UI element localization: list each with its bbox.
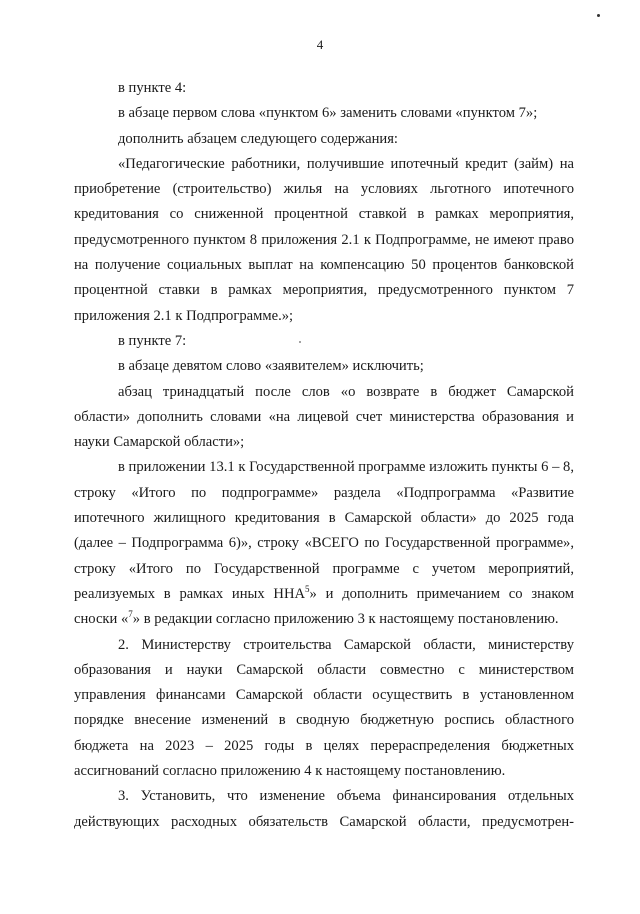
paragraph-item-4-heading: в пункте 4:	[118, 80, 187, 96]
paragraph-clause-3: 3. Установить, что изменение объема финансирования отдельных действующих расходных обязательств Самарской области, предусмотрен-	[74, 788, 574, 830]
paragraph-teachers-clause: «Педагогические работники, получившие ипотечный кредит (займ) на приобретение (строительство) жилья на условиях льготного ипотечного кредитования со сниженной процентной ставкой в рамках мероприятия, предусмотренного пунктом 8 приложения 2.1 к Подпрограмме, не имеют право на получение социальных выплат на компенсацию 50 процентов банковской процентной ставки в рамках мероприятия, предусмотренного пунктом 7 приложения 2.1 к Подпрограмме.»;	[74, 155, 574, 324]
paragraph-clause-2: 2. Министерству строительства Самарской области, министерству образования и науки Самарской области совместно с министерством управления финансами Самарской области осуществить в установленном порядке внесение изменений в сводную бюджетную роспись областного бюджета на 2023 – 2025 годы в целях перераспределения бюджетных ассигнований согласно приложению 4 к настоящему постановлению.	[74, 636, 574, 780]
paragraph-replace-words: в абзаце первом слова «пунктом 6» заменить словами «пунктом 7»;	[118, 105, 538, 122]
scan-speck	[597, 14, 600, 17]
paragraph-appendix-text-before: в приложении 13.1 к Государственной программе изложить пункты 6 – 8, строку «Итого по подпрограмме» раздела «Подпрограмма «Развитие ипотечного жилищного кредитования в Самарской области» до 2025 года (далее – Подпрограмма 6)», строку «ВСЕГО по Государственной программе», строку «Итого по Государственной программе с учетом мероприятий, реализуемых в рамках иных ННА	[74, 459, 574, 602]
footnote-mark-5: 5	[305, 584, 310, 595]
paragraph-exclude-word: в абзаце девятом слово «заявителем» исключить;	[118, 358, 424, 375]
paragraph-appendix-13-1	[74, 455, 574, 632]
document-body	[74, 76, 574, 835]
page-number: 4	[316, 37, 324, 52]
paragraph-appendix-text-middle: » и дополнить примечанием со знаком сноски «	[74, 585, 574, 628]
paragraph-thirteenth-clause: абзац тринадцатый после слов «о возврате в бюджет Самарской области» дополнить словами «на лицевой счет министерства образования и науки Самарской области»;	[74, 383, 574, 451]
footnote-mark-7: 7	[128, 609, 133, 620]
paragraph-item-7-heading: в пункте 7:	[118, 332, 187, 349]
paragraph-add-clause: дополнить абзацем следующего содержания:	[118, 130, 398, 147]
paragraph-appendix-text-after: » в редакции согласно приложению 3 к настоящему постановлению.	[132, 611, 559, 628]
